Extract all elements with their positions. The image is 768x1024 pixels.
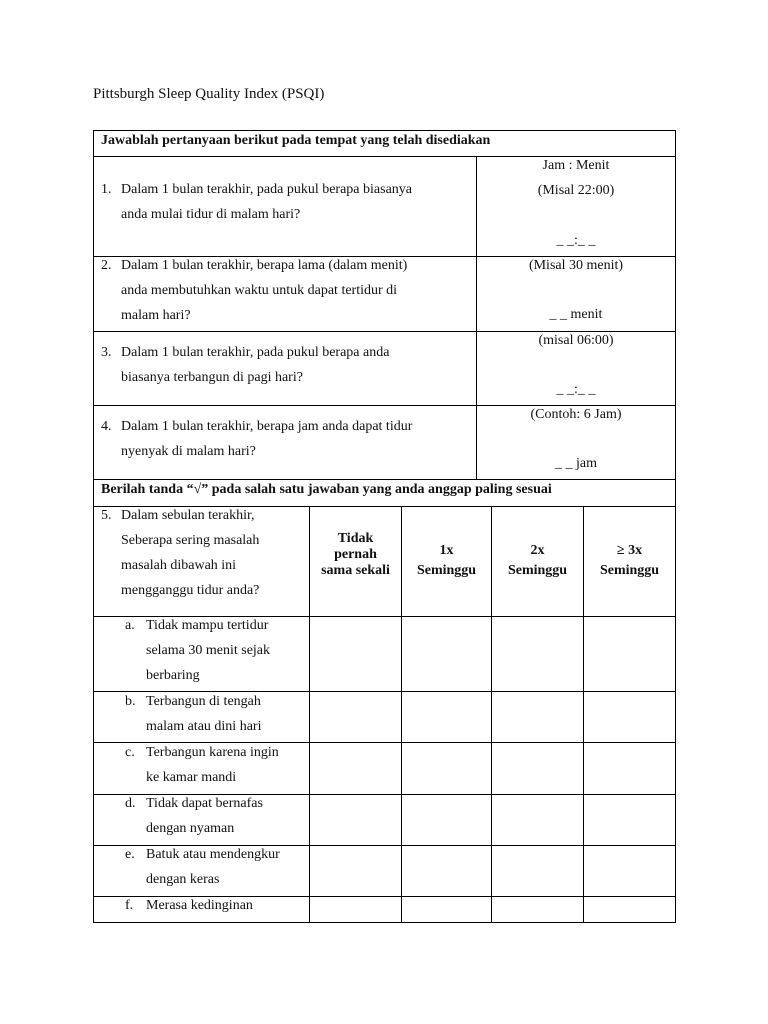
question-text: biasanya terbangun di pagi hari? xyxy=(121,370,303,385)
item-text: Merasa kedinginan xyxy=(146,898,253,913)
item-letter: d. xyxy=(125,796,136,811)
item-text: ke kamar mandi xyxy=(146,770,237,785)
question-text: malam hari? xyxy=(121,308,191,323)
item-text: dengan nyaman xyxy=(146,821,235,836)
question-number: 3. xyxy=(101,345,112,360)
answer-blank[interactable]: _ _ jam xyxy=(555,456,597,471)
item-text: dengan keras xyxy=(146,872,220,887)
question-number: 1. xyxy=(101,182,112,197)
column-divider xyxy=(675,506,676,923)
item-text: malam atau dini hari xyxy=(146,719,262,734)
answer-hint: (Misal 22:00) xyxy=(537,183,615,198)
section2-header: Berilah tanda “√” pada salah satu jawaban yang anda anggap paling sesuai xyxy=(101,482,552,497)
question-text: nyenyak di malam hari? xyxy=(121,444,256,459)
item-text: Terbangun karena ingin xyxy=(146,745,279,760)
item-letter: f. xyxy=(125,898,134,913)
item-text: Tidak dapat bernafas xyxy=(146,796,263,811)
column-header-three-plus-weekly: ≥ 3x Seminggu xyxy=(599,543,660,578)
item-text: berbaring xyxy=(146,668,200,683)
item-letter: c. xyxy=(125,745,135,760)
question-number: 5. xyxy=(101,508,112,523)
question-text: masalah dibawah ini xyxy=(121,558,237,573)
column-header-once-weekly: 1x Seminggu xyxy=(416,543,477,578)
question-text: mengganggu tidur anda? xyxy=(121,583,260,598)
answer-blank[interactable]: _ _ menit xyxy=(549,307,603,322)
item-letter: e. xyxy=(125,847,135,862)
question-text: anda membutuhkan waktu untuk dapat tertidur di xyxy=(121,283,398,298)
item-letter: b. xyxy=(125,694,136,709)
answer-hint: Jam : Menit xyxy=(542,158,610,173)
answer-blank[interactable]: _ _:_ _ xyxy=(556,233,596,248)
question-number: 2. xyxy=(101,258,112,273)
item-text: Terbangun di tengah xyxy=(146,694,261,709)
question-text: Dalam 1 bulan terakhir, pada pukul berapa biasanya xyxy=(121,182,412,197)
question-text: Dalam 1 bulan terakhir, berapa lama (dalam menit) xyxy=(121,258,408,273)
column-header-never: Tidak pernah sama sekali xyxy=(321,531,390,578)
question-text: anda mulai tidur di malam hari? xyxy=(121,207,301,222)
question-number: 4. xyxy=(101,419,112,434)
question-text: Dalam 1 bulan terakhir, pada pukul berapa anda xyxy=(121,345,390,360)
column-header-twice-weekly: 2x Seminggu xyxy=(507,543,568,578)
question-text: Dalam 1 bulan terakhir, berapa jam anda dapat tidur xyxy=(121,419,413,434)
answer-hint: (Contoh: 6 Jam) xyxy=(530,407,622,422)
item-letter: a. xyxy=(125,618,135,633)
item-text: selama 30 menit sejak xyxy=(146,643,271,658)
answer-blank[interactable]: _ _:_ _ xyxy=(556,382,596,397)
answer-hint: (Misal 30 menit) xyxy=(528,258,624,273)
question-text: Seberapa sering masalah xyxy=(121,533,260,548)
section1-header: Jawablah pertanyaan berikut pada tempat yang telah disediakan xyxy=(101,133,491,148)
answer-hint: (misal 06:00) xyxy=(538,333,614,348)
document-title: Pittsburgh Sleep Quality Index (PSQI) xyxy=(93,86,325,102)
item-text: Batuk atau mendengkur xyxy=(146,847,280,862)
item-text: Tidak mampu tertidur xyxy=(146,618,269,633)
question-text: Dalam sebulan terakhir, xyxy=(121,508,255,523)
